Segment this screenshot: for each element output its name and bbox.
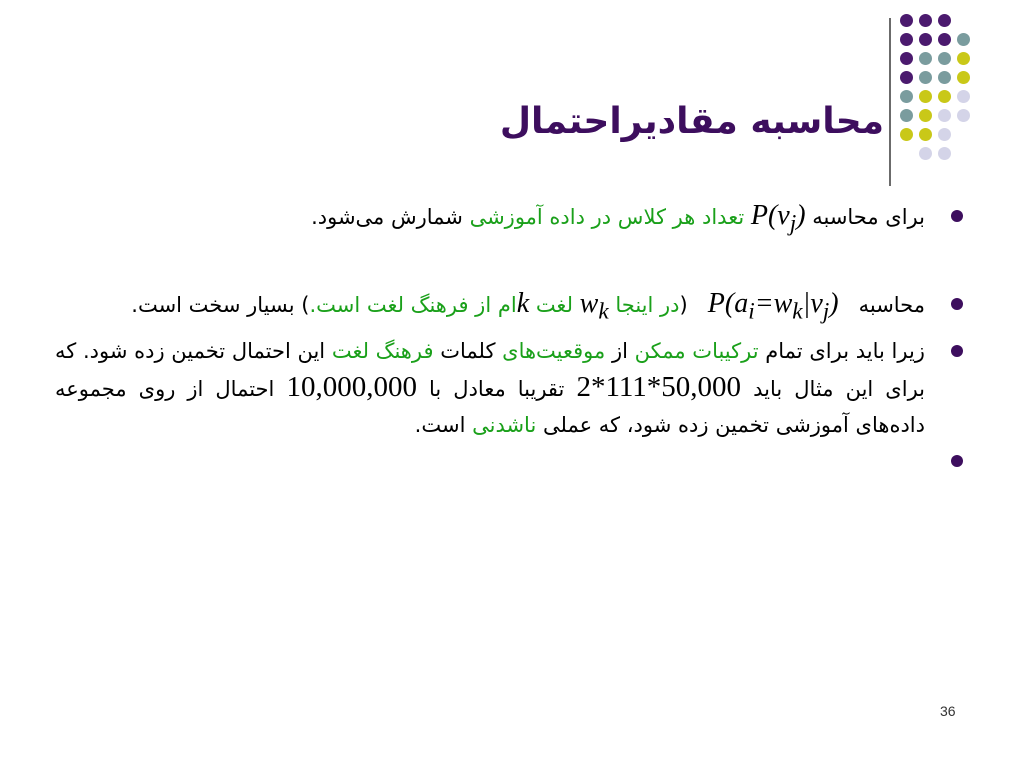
highlight-text: ترکیبات ممکن — [634, 339, 759, 364]
decorative-dot — [938, 128, 951, 141]
decorative-dot — [900, 71, 913, 84]
bullet-dot-icon — [951, 455, 963, 467]
formula-k: k — [516, 287, 530, 319]
decorative-dot — [900, 14, 913, 27]
formula-wk — [579, 287, 609, 325]
decorative-dot — [957, 33, 970, 46]
decorative-dot — [938, 14, 951, 27]
formula-part: P(v — [750, 200, 790, 231]
bullet-1-text: برای محاسبه — [812, 205, 925, 229]
formula-part: ) — [796, 200, 806, 231]
bullet-2-text-end: ) بسیار سخت است. — [131, 292, 310, 317]
slide-number: 36 — [940, 703, 956, 719]
highlight-text: تعداد هر کلاس در داده آموزشی — [469, 205, 745, 229]
highlight-text: فرهنگ لغت — [331, 339, 434, 364]
decorative-dot — [957, 90, 970, 103]
bullet-1-text-end: شمارش می‌شود. — [311, 205, 463, 229]
formula-p-vj — [750, 200, 806, 237]
decorative-dot-grid — [896, 10, 1006, 165]
bullet-item-4-empty — [55, 443, 935, 479]
bullet-2-text: محاسبه — [858, 292, 925, 317]
formula-subscript: k — [598, 298, 609, 325]
number-ten-million: 10,000,000 — [286, 371, 417, 404]
formula-subscript: j — [789, 210, 797, 237]
formula-p-ai-wk-vj — [707, 287, 839, 325]
decorative-dot — [957, 71, 970, 84]
bullet-3-text-end: است. — [414, 413, 466, 438]
decorative-dot — [919, 147, 932, 160]
decorative-dot — [938, 33, 951, 46]
decorative-dot — [919, 128, 932, 141]
bullet-3-text: زیرا باید برای تمام — [765, 339, 925, 364]
slide-title: محاسبه مقادیراحتمال — [499, 101, 884, 142]
formula-subscript: i — [748, 298, 755, 325]
decorative-dot — [900, 109, 913, 122]
decorative-dot — [938, 90, 951, 103]
bullet-item-2 — [55, 286, 935, 330]
bullet-item-1 — [55, 198, 935, 242]
bullet-dot-icon — [951, 345, 963, 357]
number-combinations: 2*111*50,000 — [576, 371, 742, 404]
bullet-3-text: احتمال از روی مجموعه داده‌های آموزشی تخمین زده شود، که عملی — [55, 377, 925, 438]
bullet-dot-icon — [951, 210, 963, 222]
decorative-dot — [900, 52, 913, 65]
formula-part: |v — [802, 287, 823, 319]
title-divider-line — [889, 18, 891, 186]
formula-subscript: k — [792, 298, 803, 325]
decorative-dot — [938, 71, 951, 84]
decorative-dot — [900, 33, 913, 46]
decorative-dot — [938, 147, 951, 160]
highlight-text: ناشدنی — [472, 413, 537, 438]
bullet-item-3 — [55, 333, 935, 443]
decorative-dot — [938, 52, 951, 65]
slide-content — [55, 198, 935, 479]
highlight-text: لغت — [535, 292, 573, 317]
decorative-dot — [919, 52, 932, 65]
decorative-dot — [938, 109, 951, 122]
highlight-text: در اینجا — [615, 292, 680, 317]
bullet-3-text: از — [611, 339, 628, 364]
formula-part: =w — [754, 287, 793, 319]
bullet-3-text: تقریبا معادل با — [429, 377, 565, 402]
bullet-dot-icon — [951, 298, 963, 310]
formula-part: P(a — [707, 287, 749, 319]
decorative-dot — [919, 14, 932, 27]
bullet-3-text: این احتمال تخمین زده شود. که برای این مثال باید — [55, 339, 925, 402]
decorative-dot — [900, 90, 913, 103]
decorative-dot — [919, 109, 932, 122]
highlight-text: ام از فرهنگ لغت است. — [309, 292, 517, 317]
formula-part: w — [579, 287, 599, 319]
decorative-dot — [957, 109, 970, 122]
highlight-text: موقعیت‌های — [502, 339, 606, 364]
decorative-dot — [919, 90, 932, 103]
decorative-dot — [957, 52, 970, 65]
bullet-3-text: کلمات — [440, 339, 496, 364]
formula-part: ) — [829, 287, 839, 319]
paren-open: ( — [679, 292, 688, 317]
decorative-dot — [900, 128, 913, 141]
decorative-dot — [919, 71, 932, 84]
decorative-dot — [919, 33, 932, 46]
formula-subscript: j — [822, 298, 830, 325]
